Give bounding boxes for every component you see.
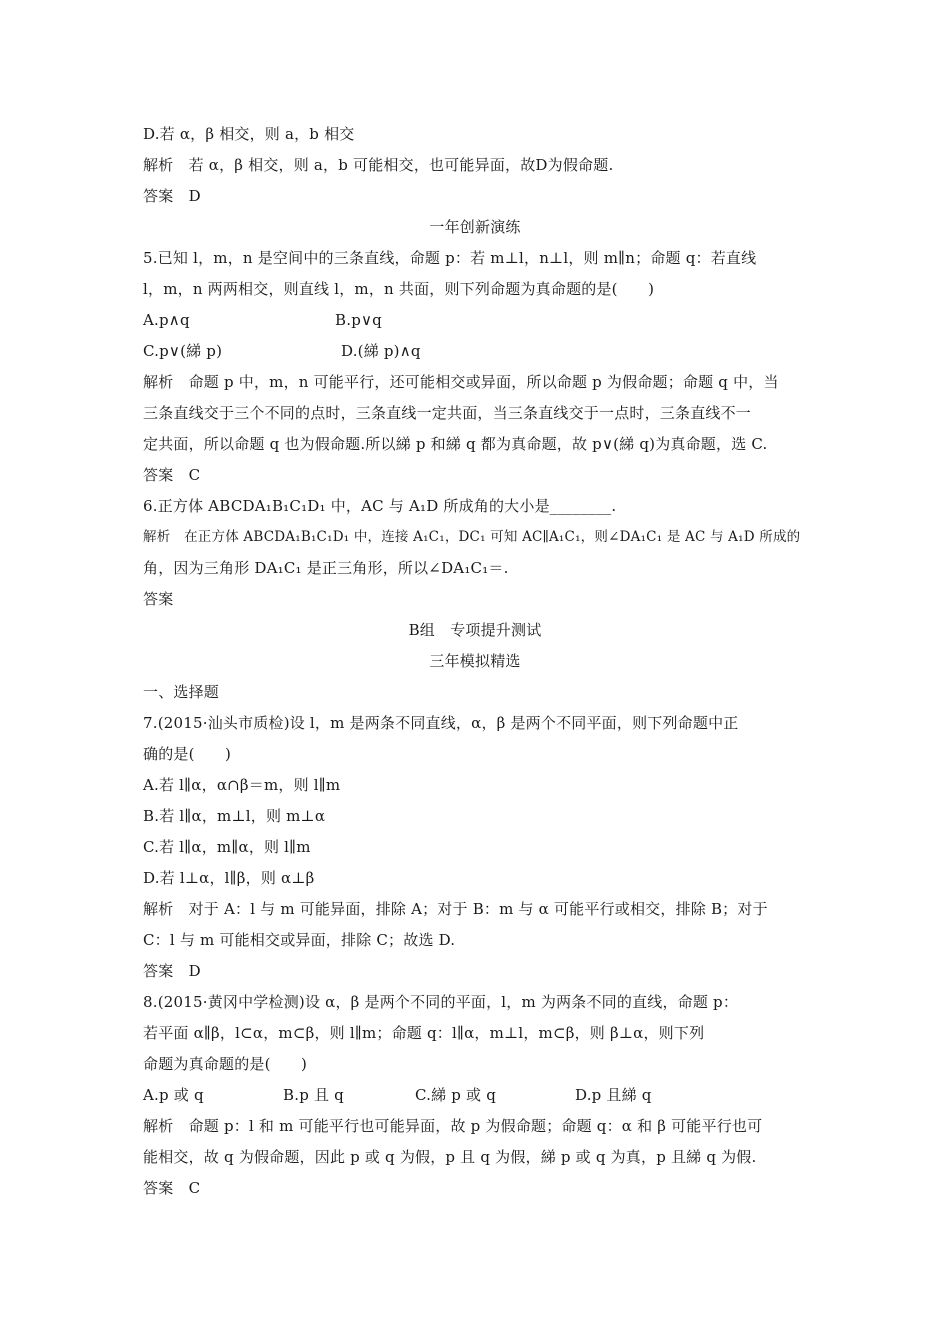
q5-option-d: D.(綈 p)∧q bbox=[341, 342, 421, 360]
section-heading-group-b: B组 专项提升测试 bbox=[408, 621, 542, 639]
q7-answer: 答案 D bbox=[143, 962, 201, 980]
q7-stem-line-2: 确的是( ) bbox=[143, 745, 232, 763]
q8-stem-line-2: 若平面 α∥β，l⊂α，m⊂β，则 l∥m；命题 q：l∥α，m⊥l，m⊂β，则 β⊥α，则下列 bbox=[143, 1024, 705, 1042]
q7-analysis-line-1: 解析 对于 A：l 与 m 可能异面，排除 A；对于 B：m 与 α 可能平行或相交，排除 B；对于 bbox=[143, 900, 768, 918]
q5-analysis-line-1: 解析 命题 p 中，m，n 可能平行，还可能相交或异面，所以命题 p 为假命题；命题 q 中，当 bbox=[143, 373, 779, 391]
q8-option-d: D.p 且綈 q bbox=[575, 1086, 652, 1104]
q7-analysis-line-2: C：l 与 m 可能相交或异面，排除 C；故选 D. bbox=[143, 931, 456, 949]
q6-analysis-line-2: 角，因为三角形 DA₁C₁ 是正三角形，所以∠DA₁C₁＝. bbox=[143, 559, 509, 577]
section-heading-simulation: 三年模拟精选 bbox=[429, 652, 521, 670]
q7-option-a: A.若 l∥α，α∩β＝m，则 l∥m bbox=[143, 776, 341, 794]
q5-analysis-line-3: 定共面，所以命题 q 也为假命题.所以綈 p 和綈 q 都为真命题，故 p∨(綈 q)为真命题，选 C. bbox=[143, 435, 768, 453]
q4-answer: 答案 D bbox=[143, 187, 201, 205]
q8-stem-line-3: 命题为真命题的是( ) bbox=[143, 1055, 308, 1073]
section-heading-innovation: 一年创新演练 bbox=[429, 218, 521, 236]
q4-analysis: 解析 若 α，β 相交，则 a，b 可能相交，也可能异面，故D为假命题. bbox=[143, 156, 614, 174]
q7-stem-line-1: 7.(2015·汕头市质检)设 l，m 是两条不同直线，α，β 是两个不同平面，则下列命题中正 bbox=[143, 714, 739, 732]
q8-stem-line-1: 8.(2015·黄冈中学检测)设 α，β 是两个不同的平面，l，m 为两条不同的直线，命题 p： bbox=[143, 993, 739, 1011]
q8-option-c: C.綈 p 或 q bbox=[415, 1086, 497, 1104]
q5-option-c: C.p∨(綈 p) bbox=[143, 342, 223, 360]
q7-option-c: C.若 l∥α，m∥α，则 l∥m bbox=[143, 838, 311, 856]
q5-option-b: B.p∨q bbox=[335, 311, 382, 329]
q7-option-b: B.若 l∥α，m⊥l，则 m⊥α bbox=[143, 807, 326, 825]
q8-analysis-line-2: 能相交，故 q 为假命题，因此 p 或 q 为假，p 且 q 为假，綈 p 或 q 为真，p 且綈 q 为假. bbox=[143, 1148, 757, 1166]
q5-options-row-2 bbox=[143, 341, 813, 361]
q6-analysis-line-1: 解析 在正方体 ABCDA₁B₁C₁D₁ 中，连接 A₁C₁，DC₁ 可知 AC∥A₁C₁，则∠DA₁C₁ 是 AC 与 A₁D 所成的 bbox=[143, 529, 801, 545]
q8-option-b: B.p 且 q bbox=[283, 1086, 344, 1104]
q5-stem-line-2: l，m，n 两两相交，则直线 l，m，n 共面，则下列命题为真命题的是( ) bbox=[143, 280, 655, 298]
q5-options-row-1 bbox=[143, 310, 813, 330]
q6-stem: 6.正方体 ABCDA₁B₁C₁D₁ 中，AC 与 A₁D 所成角的大小是________. bbox=[143, 497, 617, 515]
q5-answer: 答案 C bbox=[143, 466, 201, 484]
q5-stem-line-1: 5.已知 l，m，n 是空间中的三条直线，命题 p：若 m⊥l，n⊥l，则 m∥n；命题 q：若直线 bbox=[143, 249, 757, 267]
q8-options-row bbox=[143, 1085, 813, 1105]
section-heading-choice: 一、选择题 bbox=[143, 683, 220, 701]
q8-option-a: A.p 或 q bbox=[143, 1086, 204, 1104]
q8-answer: 答案 C bbox=[143, 1179, 201, 1197]
q5-analysis-line-2: 三条直线交于三个不同的点时，三条直线一定共面，当三条直线交于一点时，三条直线不一 bbox=[143, 404, 752, 422]
q5-option-a: A.p∧q bbox=[143, 311, 190, 329]
q8-analysis-line-1: 解析 命题 p：l 和 m 可能平行也可能异面，故 p 为假命题；命题 q：α 和 β 可能平行也可 bbox=[143, 1117, 763, 1135]
q7-option-d: D.若 l⊥α，l∥β，则 α⊥β bbox=[143, 869, 315, 887]
q4-option-d: D.若 α，β 相交，则 a，b 相交 bbox=[143, 125, 355, 143]
q6-answer: 答案 bbox=[143, 590, 174, 608]
